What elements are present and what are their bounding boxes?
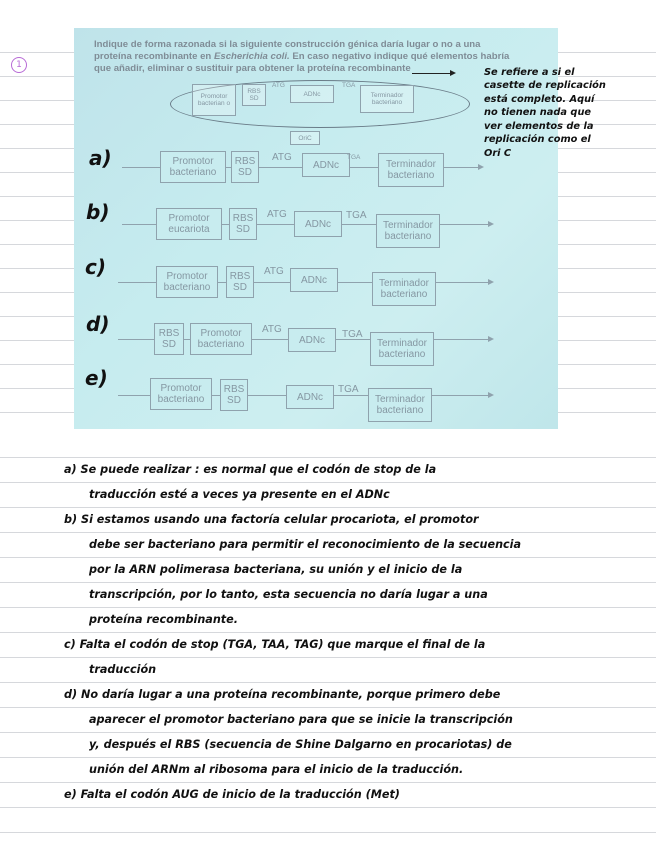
answer-line: aparecer el promotor bacteriano para que se inicie la transcripción [89,713,513,726]
option-a-adnc: ADNc [302,153,350,177]
option-d-atg: ATG [262,324,282,335]
plasmid-rbs: RBS SD [242,84,266,106]
arrowhead [488,392,494,398]
plasmid-terminador: Terminador bacteriano [360,85,414,113]
option-c-rbs: RBS SD [226,266,254,298]
side-note-line: ver elementos de la [484,121,594,132]
option-d-terminador: Terminador bacteriano [370,332,434,366]
option-letter-a: a) [89,146,112,170]
side-note-line: Se refiere a si el [484,67,575,78]
ruling [0,757,656,758]
answer-line: b) Si estamos usando una factoría celular procariota, el promotor [64,513,479,526]
answer-line: debe ser bacteriano para permitir el reconocimiento de la secuencia [89,538,522,551]
answer-line: proteína recombinante. [89,613,238,626]
arrowhead [488,336,494,342]
option-c-promotor: Promotor bacteriano [156,266,218,298]
option-e-promotor: Promotor bacteriano [150,378,212,410]
ruling [0,732,656,733]
plasmid-tga: TGA [342,82,356,89]
ruling [0,557,656,558]
ruling [0,657,656,658]
answer-line: traducción [89,663,157,676]
option-letter-c: c) [85,255,106,279]
option-d-tga: TGA [342,329,363,340]
side-note-line: casette de replicación [484,80,606,91]
answer-line: transcripción, por lo tanto, esta secuencia no daría lugar a una [89,588,488,601]
ruling [0,582,656,583]
question-line: Indique de forma razonada si la siguiente construcción génica daría lugar o no a una [94,39,481,50]
question-text [94,39,544,75]
ruling [0,457,656,458]
answer-line: traducción esté a veces ya presente en el ADNc [89,488,390,501]
ruling [0,682,656,683]
answer-line: unión del ARNm al ribosoma para el inicio de la traducción. [89,763,464,776]
option-d-promotor: Promotor bacteriano [190,323,252,355]
ruling [0,707,656,708]
plasmid-adnc: ADNc [290,85,334,103]
plasmid-atg: ATG [272,82,285,89]
option-letter-d: d) [86,312,110,336]
ruling [0,482,656,483]
ruling [0,632,656,633]
arrowhead [478,164,484,170]
side-note-line: Ori C [484,148,512,159]
side-note-line: no tienen nada que [484,107,592,118]
option-e-tga: TGA [338,384,359,395]
arrowhead [488,221,494,227]
option-c-atg: ATG [264,266,284,277]
side-note-line: replicación como el [484,134,591,145]
ruling [0,607,656,608]
ruling [0,807,656,808]
plasmid-oric: OriC [290,131,320,145]
side-note-line: está completo. Aquí [484,94,595,105]
ruling [0,532,656,533]
option-a-promotor: Promotor bacteriano [160,151,226,183]
question-line: que añadir, eliminar o sustituir para obtener la proteína recombinante [94,63,411,74]
plasmid-promotor: Promotor bacterian o [192,84,236,116]
option-b-promotor: Promotor eucariota [156,208,222,240]
option-c-adnc: ADNc [290,268,338,292]
pointer-arrow [412,73,452,74]
answer-line: a) Se puede realizar : es normal que el codón de stop de la [64,463,437,476]
option-b-terminador: Terminador bacteriano [376,214,440,248]
option-d-rbs: RBS SD [154,323,184,355]
pointer-arrowhead [450,70,456,76]
page-marker: 1 [11,57,27,73]
answer-line: e) Falta el codón AUG de inicio de la traducción (Met) [64,788,400,801]
option-c-terminador: Terminador bacteriano [372,272,436,306]
option-letter-b: b) [86,200,110,224]
arrowhead [488,279,494,285]
option-a-rbs: RBS SD [231,151,259,183]
option-letter-e: e) [85,366,108,390]
option-e-rbs: RBS SD [220,379,248,411]
option-a-atg: ATG [272,152,292,163]
answer-line: y, después el RBS (secuencia de Shine Dalgarno en procariotas) de [89,738,512,751]
option-e-adnc: ADNc [286,385,334,409]
answer-line: por la ARN polimerasa bacteriana, su unión y el inicio de la [89,563,463,576]
option-a-tga: TGA [347,154,361,161]
ruling [0,832,656,833]
option-b-tga: TGA [346,210,367,221]
ruling [0,782,656,783]
answer-line: d) No daría lugar a una proteína recombinante, porque primero debe [64,688,501,701]
option-e-terminador: Terminador bacteriano [368,388,432,422]
option-b-adnc: ADNc [294,211,342,237]
option-d-adnc: ADNc [288,328,336,352]
question-line: proteína recombinante en Escherichia coli. En caso negativo indique qué elementos habría [94,51,510,62]
option-b-rbs: RBS SD [229,208,257,240]
answer-line: c) Falta el codón de stop (TGA, TAA, TAG) que marque el final de la [64,638,486,651]
option-b-atg: ATG [267,209,287,220]
option-a-terminador: Terminador bacteriano [378,153,444,187]
ruling [0,507,656,508]
